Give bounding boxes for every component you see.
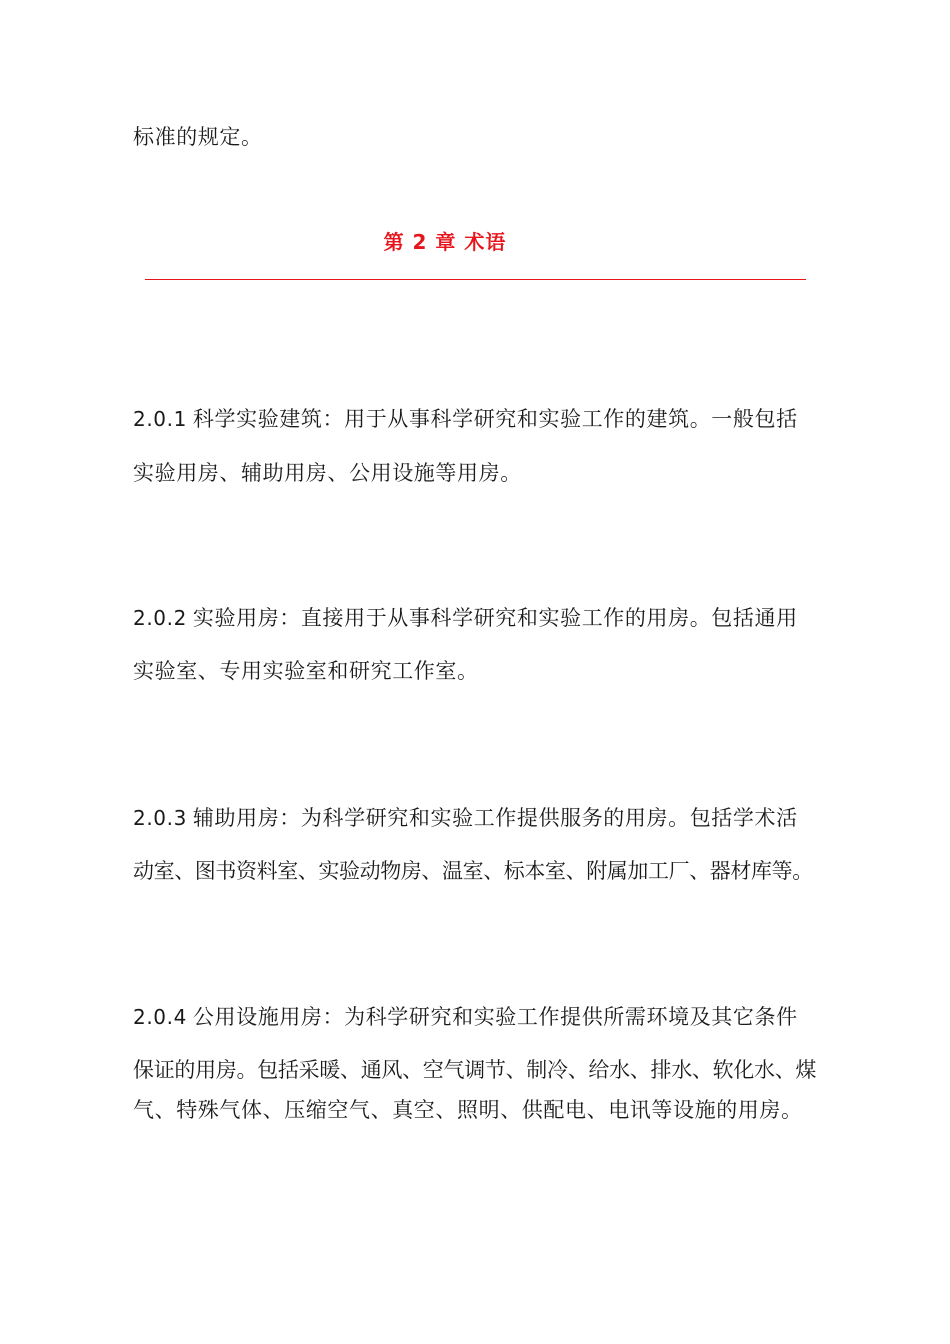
term-line (133, 604, 798, 632)
chapter-title: 第 2 章 术语 (383, 230, 507, 254)
term-line (133, 804, 798, 832)
term-line (133, 1003, 798, 1031)
chapter-divider (145, 279, 806, 280)
term-text: 动室、图书资料室、实验动物房、温室、标本室、附属加工厂、器材库等。 (133, 859, 813, 883)
term-number: 2.0.2 (133, 606, 187, 630)
term-text: 气、特殊气体、压缩空气、真空、照明、供配电、电讯等设施的用房。 (133, 1098, 803, 1122)
intro-text: 标准的规定。 (133, 125, 263, 149)
term-text: 实验室、专用实验室和研究工作室。 (133, 659, 479, 683)
term-line (133, 405, 798, 433)
term-text: 公用设施用房：为科学研究和实验工作提供所需环境及其它条件 (192, 1005, 798, 1029)
term-text: 实验用房：直接用于从事科学研究和实验工作的用房。包括通用 (192, 606, 798, 630)
term-text: 辅助用房：为科学研究和实验工作提供服务的用房。包括学术活 (192, 806, 798, 830)
term-number: 2.0.4 (133, 1005, 187, 1029)
term-number: 2.0.1 (133, 407, 187, 431)
term-text: 保证的用房。包括采暖、通风、空气调节、制冷、给水、排水、软化水、煤 (133, 1058, 817, 1082)
term-text: 科学实验建筑：用于从事科学研究和实验工作的建筑。一般包括 (192, 407, 798, 431)
term-text: 实验用房、辅助用房、公用设施等用房。 (133, 461, 522, 485)
term-number: 2.0.3 (133, 806, 187, 830)
